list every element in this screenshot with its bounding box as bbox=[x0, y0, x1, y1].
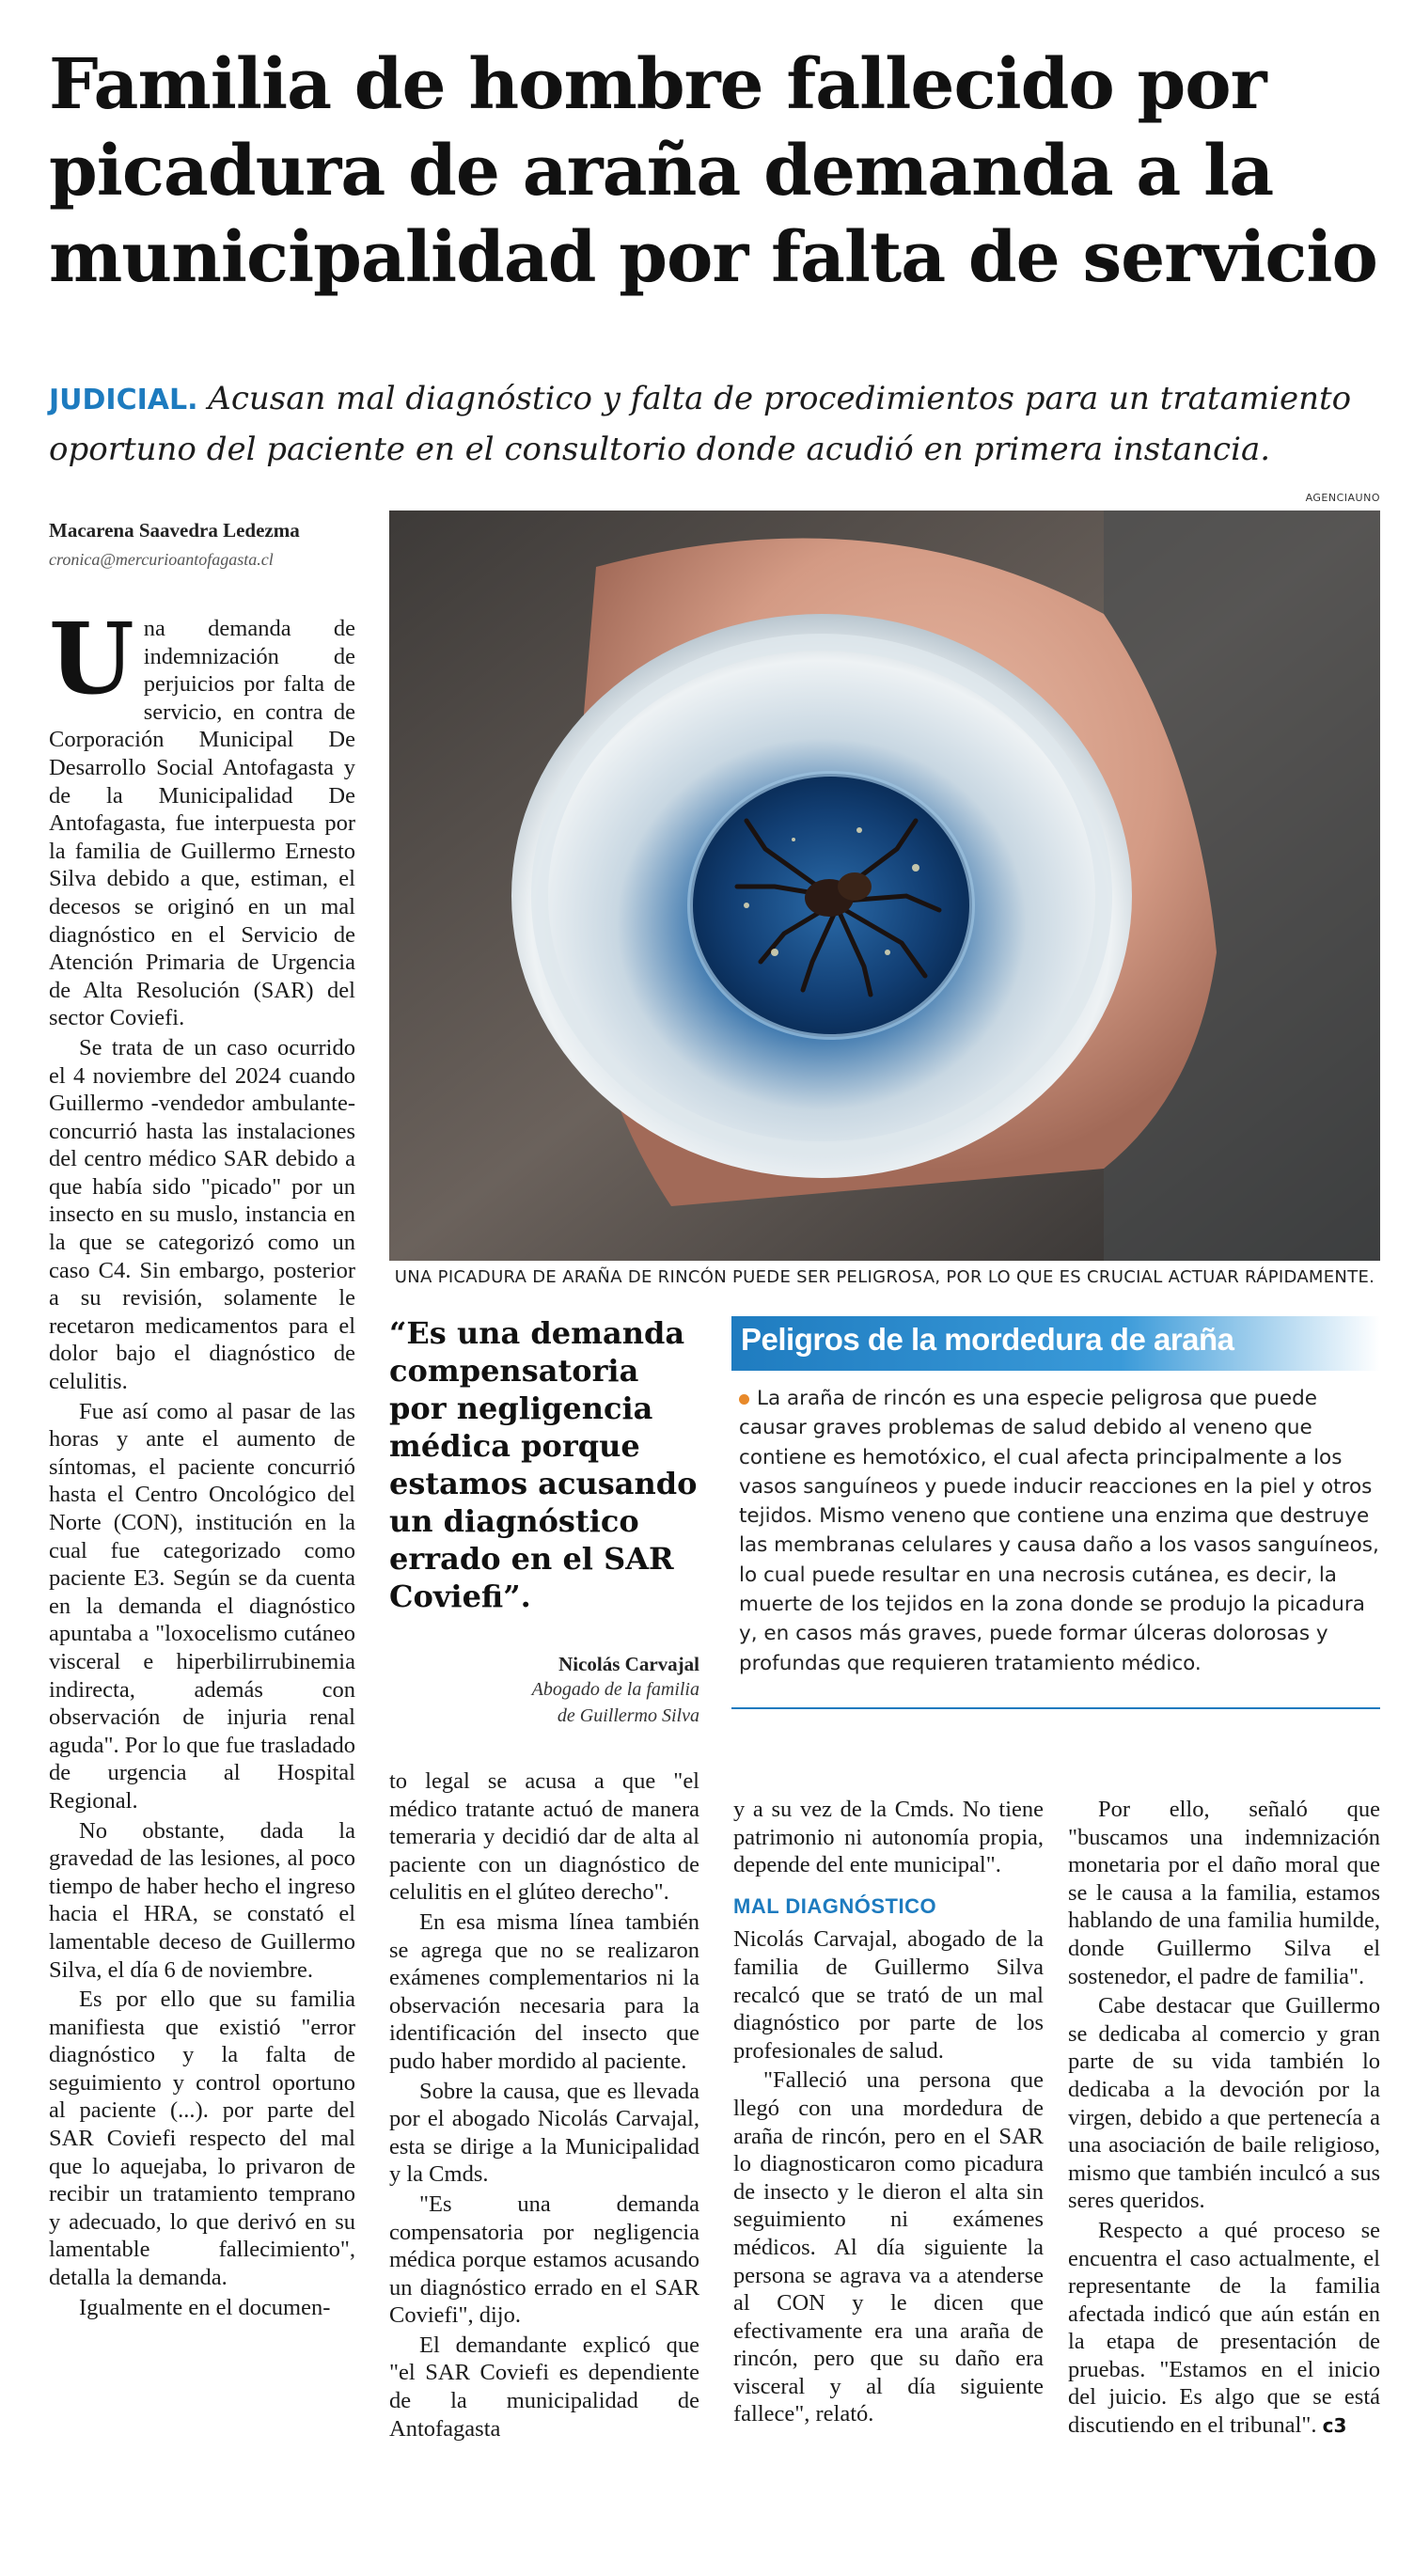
article-column-4 bbox=[1068, 1796, 1380, 2442]
article-column-3 bbox=[733, 1796, 1044, 2430]
bullet-icon bbox=[739, 1394, 749, 1405]
byline bbox=[49, 519, 387, 570]
paragraph: Sobre la causa, que es llevada por el abogado Nicolás Carvajal, esta se dirige a la Municipalidad y la Cmds. bbox=[389, 2078, 699, 2188]
paragraph: Fue así como al pasar de las horas y ante el aumento de síntomas, el paciente concurrió hasta el Centro Oncológico del Norte (CON), institución en la cual fue categorizado como paciente E3. Según se da cuenta en la demanda el diagnóstico apuntaba a "loxocelismo cutáneo visceral e hiperbilirrubinemia indirecta, además con observación de injuria renal aguda". Por lo que fue trasladado de urgencia al Hospital Regional. bbox=[49, 1398, 355, 1814]
info-box-title: Peligros de la mordedura de araña bbox=[731, 1316, 1380, 1371]
quote-text: “Es una demanda compensatoria por negligencia médica porque estamos acusando un diagnóstico errado en el SAR Coviefi”. bbox=[389, 1315, 698, 1614]
headline-line-3: municipalidad por falta de servicio bbox=[49, 217, 1377, 298]
drop-cap: U bbox=[49, 601, 134, 716]
paragraph: En esa misma línea también se agrega que no se realizaron exámenes complementarios ni la observación necesaria para la identificación del insecto que pudo haber mordido al paciente. bbox=[389, 1908, 699, 2074]
paragraph: "Falleció una persona que llegó con una mordedura de araña de rincón, pero en el SAR lo diagnosticaron como picadura de insecto y le dieron el alta sin seguimiento ni exámenes médicos. Al día siguiente la persona se agrava va a atenderse al CON y le dicen que efectivamente era una araña de rincón, pero que su daño era visceral y al día siguiente fallece", relató. bbox=[733, 2067, 1044, 2427]
quote-author: Nicolás Carvajal bbox=[558, 1653, 699, 1675]
headline-line-2: picadura de araña demanda a la bbox=[49, 131, 1274, 212]
article-column-1 bbox=[49, 601, 355, 2323]
paragraph: y a su vez de la Cmds. No tiene patrimonio ni autonomía propia, depende del ente municipal". bbox=[733, 1797, 1044, 1878]
lead-text: Acusan mal diagnóstico y falta de procedimientos para un tratamiento oportuno del paciente en el consultorio donde acudió en primera instancia. bbox=[49, 380, 1352, 468]
lead-paragraph bbox=[49, 374, 1384, 474]
paragraph: Se trata de un caso ocurrido el 4 noviembre del 2024 cuando Guillermo -vendedor ambulante- concurrió hasta las instalaciones del centro médico SAR debido a que había sido "picado" por un insecto en su muslo, instancia en la que se categorizó como un caso C4. Sin embargo, posterior a su revisión, solamente le recetaron medicamentos para el dolor bajo el diagnóstico de celulitis. bbox=[49, 1034, 355, 1395]
spider-in-cup-image bbox=[389, 510, 1380, 1261]
paragraph: Por ello, señaló que "buscamos una indemnización monetaria por el daño moral que se le causa a la familia, estamos hablando de una familia humilde, donde Guillermo Silva el sostenedor, el padre de familia". bbox=[1068, 1797, 1380, 1989]
pull-quote bbox=[389, 1314, 699, 1729]
section-subhead: MAL DIAGNÓSTICO bbox=[733, 1893, 937, 1918]
paragraph: Respecto a qué proceso se encuentra el caso actualmente, el representante de la familia afectada indicó que aún están en la etapa de presentación de pruebas. "Estamos en el inicio del juicio. Es algo que se está discutiendo en el tribunal". c3 bbox=[1068, 2217, 1380, 2439]
author-name: Macarena Saavedra Ledezma bbox=[49, 519, 300, 542]
end-mark-icon: c3 bbox=[1322, 2414, 1347, 2438]
photo-caption: UNA PICADURA DE ARAÑA DE RINCÓN PUEDE SER PELIGROSA, POR LO QUE ES CRUCIAL ACTUAR RÁPIDAMENTE. bbox=[394, 1267, 1375, 1287]
paragraph: Igualmente en el documen- bbox=[79, 2294, 331, 2320]
headline bbox=[49, 41, 1384, 301]
paragraph: Cabe destacar que Guillermo se dedicaba al comercio y gran parte de su vida también lo dedicaba a la devoción por la virgen, debido a que pertenecía a una asociación de baile religioso, mismo que también inculcó a sus seres queridos. bbox=[1068, 1993, 1380, 2214]
quote-role: Abogado de la familia de Guillermo Silva bbox=[531, 1679, 699, 1726]
info-box bbox=[731, 1316, 1380, 1709]
author-email: cronica@mercurioantofagasta.cl bbox=[49, 550, 274, 569]
headline-line-1: Familia de hombre fallecido por bbox=[49, 44, 1266, 125]
paragraph: El demandante explicó que "el SAR Coviefi es dependiente de la municipalidad de Antofagasta bbox=[389, 2332, 699, 2442]
paragraph: Una demanda de indemnización de perjuicios por falta de servicio, en contra de Corporación Municipal De Desarrollo Social Antofagasta y de la Municipalidad De Antofagasta, fue interpuesta por la familia de Guillermo Ernesto Silva debido a que, estiman, el decesos se originó en un mal diagnóstico en el Servicio de Atención Primaria de Urgencia de Alta Resolución (SAR) del sector Coviefi. bbox=[49, 601, 355, 1031]
section-tag: JUDICIAL. bbox=[49, 384, 198, 416]
paragraph: "Es una demanda compensatoria por negligencia médica porque estamos acusando un diagnóstico errado en el SAR Coviefi", dijo. bbox=[389, 2191, 699, 2329]
paragraph: to legal se acusa a que "el médico tratante actuó de manera temeraria y decidió dar de alta al paciente con un diagnóstico de celulitis en el glúteo derecho". bbox=[389, 1768, 699, 1906]
paragraph: No obstante, dada la gravedad de las lesiones, al poco tiempo de haber hecho el ingreso hacia el HRA, se constató el lamentable deceso de Guillermo Silva, el día 6 de noviembre. bbox=[49, 1817, 355, 1983]
photo-credit: AGENCIAUNO bbox=[1305, 492, 1380, 504]
paragraph: Es por ello que su familia manifiesta que existió "error diagnóstico y la falta de seguimiento y control oportuno al paciente (...). por parte del SAR Coviefi respecto del mal que lo aquejaba, lo privaron de recibir un tratamiento temprano y adecuado, lo que derivó en su lamentable fallecimiento", detalla la demanda. bbox=[49, 1987, 355, 2291]
paragraph: Nicolás Carvajal, abogado de la familia de Guillermo Silva recalcó que se trató de un mal diagnóstico por parte de los profesionales de salud. bbox=[733, 1926, 1044, 2064]
article-photo bbox=[389, 510, 1380, 1261]
info-box-body: La araña de rincón es una especie peligrosa que puede causar graves problemas de salud debido al veneno que contiene es hemotóxico, el cual afecta principalmente a los vasos sanguíneos y puede inducir reacciones en la piel y otros tejidos. Mismo veneno que contiene una enzima que destruye las membranas celulares y causa daño a los vasos sanguíneos, lo cual puede resultar en una necrosis cutánea, es decir, la muerte de los tejidos en la zona donde se produjo la picadura y, en casos más graves, puede formar úlceras dolorosas y profundas que requieren tratamiento médico. bbox=[739, 1387, 1379, 1675]
article-column-2 bbox=[389, 1767, 699, 2444]
